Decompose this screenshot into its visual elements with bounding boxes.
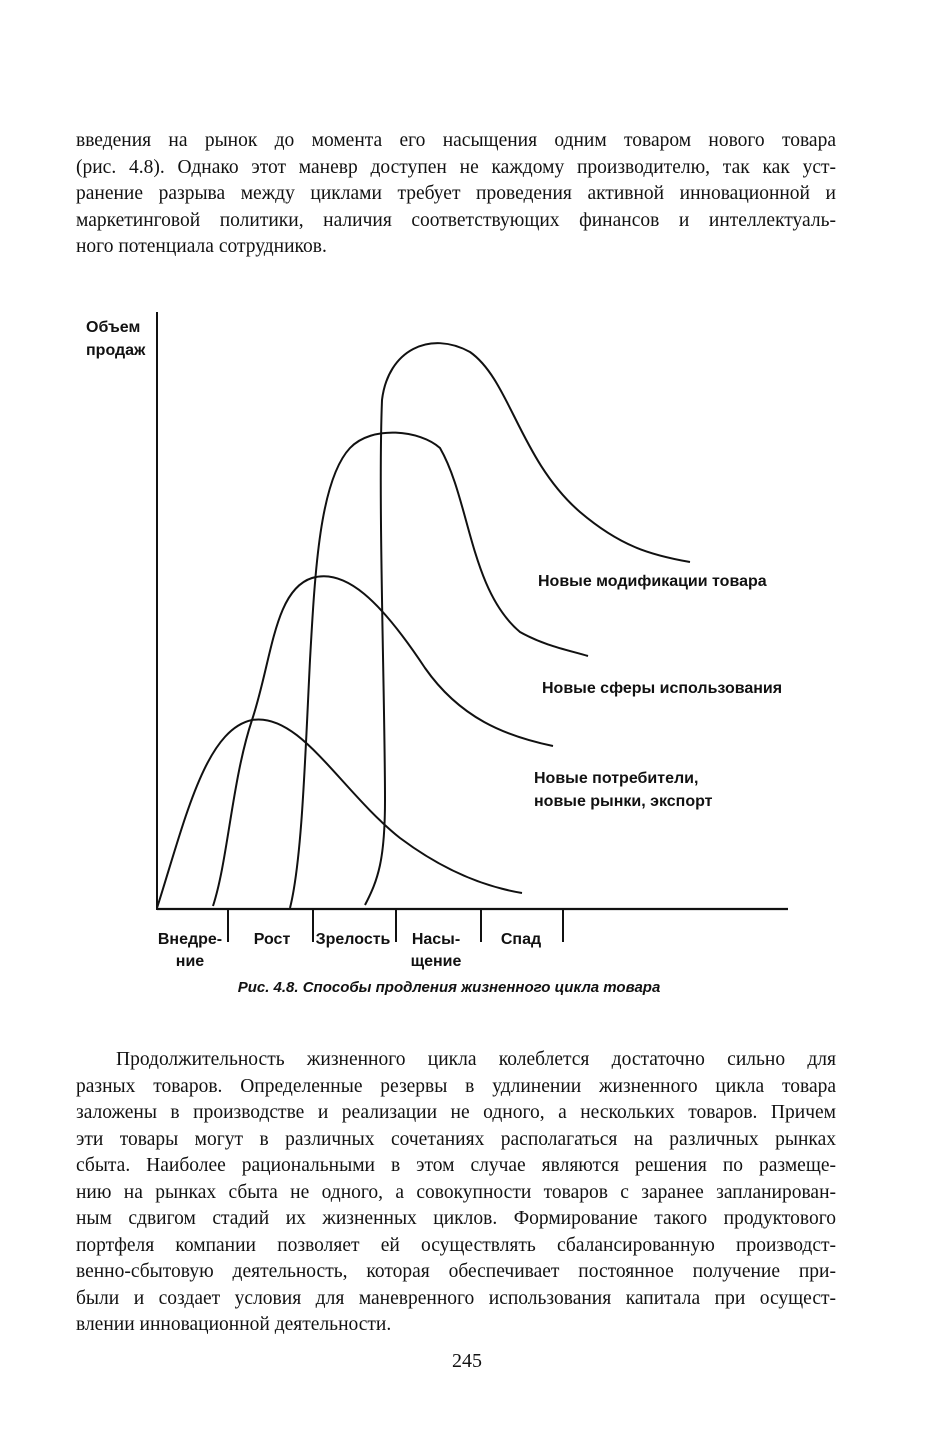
text-line: нию на рынках сбыта не одного, а совокупности товаров с заранее запланирован- xyxy=(76,1181,836,1203)
text-line: влении инновационной деятельности. xyxy=(76,1314,392,1335)
curve-label-new-consumers-line: новые рынки, экспорт xyxy=(534,793,713,810)
text-line: были и создает условия для маневренного использования капитала при осущест- xyxy=(76,1287,836,1309)
curve-label-new-uses: Новые сферы использования xyxy=(542,680,783,697)
stage-label-maturity: Зрелость xyxy=(315,931,391,948)
text-line: портфеля компании позволяет ей осуществлять сбалансированную производст- xyxy=(76,1234,836,1256)
stage-label-introduction: Внедре- xyxy=(157,931,223,948)
curve-label-new-consumers-line: Новые потребители, xyxy=(534,770,699,787)
text-line: ранение разрыва между циклами требует проведения активной инновационной и xyxy=(76,183,836,204)
text-line: маркетинговой политики, наличия соответствующих финансов и интеллектуаль- xyxy=(76,209,836,231)
curve-base-product xyxy=(157,719,522,908)
stage-label-saturation: щение xyxy=(410,953,462,970)
y-axis-label-line: Объем xyxy=(86,319,141,336)
text-line: венно-сбытовую деятельность, которая обеспечивает постоянное получение при- xyxy=(76,1261,836,1282)
page-number: 245 xyxy=(452,1350,482,1372)
paragraph-top xyxy=(76,128,836,261)
stage-label-saturation: Насы- xyxy=(411,931,461,948)
stage-label-growth: Рост xyxy=(253,931,291,948)
curve-new-modifications xyxy=(365,343,690,905)
curve-label-new-modifications: Новые модификации товара xyxy=(538,573,767,590)
text-line: сбыта. Наиболее рациональными в этом случае являются решения по размеще- xyxy=(76,1155,836,1176)
text-line: разных товаров. Определенные резервы в удлинении жизненного цикла товара xyxy=(76,1075,836,1097)
text-line: Продолжительность жизненного цикла колеблется достаточно сильно для xyxy=(116,1049,836,1070)
text-line: ного потенциала сотрудников. xyxy=(76,236,327,257)
text-line: (рис. 4.8). Однако этот маневр доступен не каждому производителю, так как уст- xyxy=(76,156,836,178)
figure-product-life-cycle xyxy=(0,300,934,1000)
stage-label-introduction: ние xyxy=(175,953,205,970)
text-line: введения на рынок до момента его насыщения одним товаром нового товара xyxy=(76,130,836,151)
stage-label-decline: Спад xyxy=(500,931,542,948)
y-axis-label-line: продаж xyxy=(86,342,146,359)
curve-new-uses xyxy=(290,433,588,908)
figure-caption: Рис. 4.8. Способы продления жизненного цикла товара xyxy=(237,979,661,996)
text-line: эти товары могут в различных сочетаниях располагаться на различных рынках xyxy=(76,1128,836,1150)
text-line: ным сдвигом стадий их жизненных циклов. Формирование такого продуктового xyxy=(76,1208,836,1229)
paragraph-bottom xyxy=(76,1047,836,1339)
text-line: заложены в производстве и реализации не одного, а нескольких товаров. Причем xyxy=(76,1102,836,1123)
